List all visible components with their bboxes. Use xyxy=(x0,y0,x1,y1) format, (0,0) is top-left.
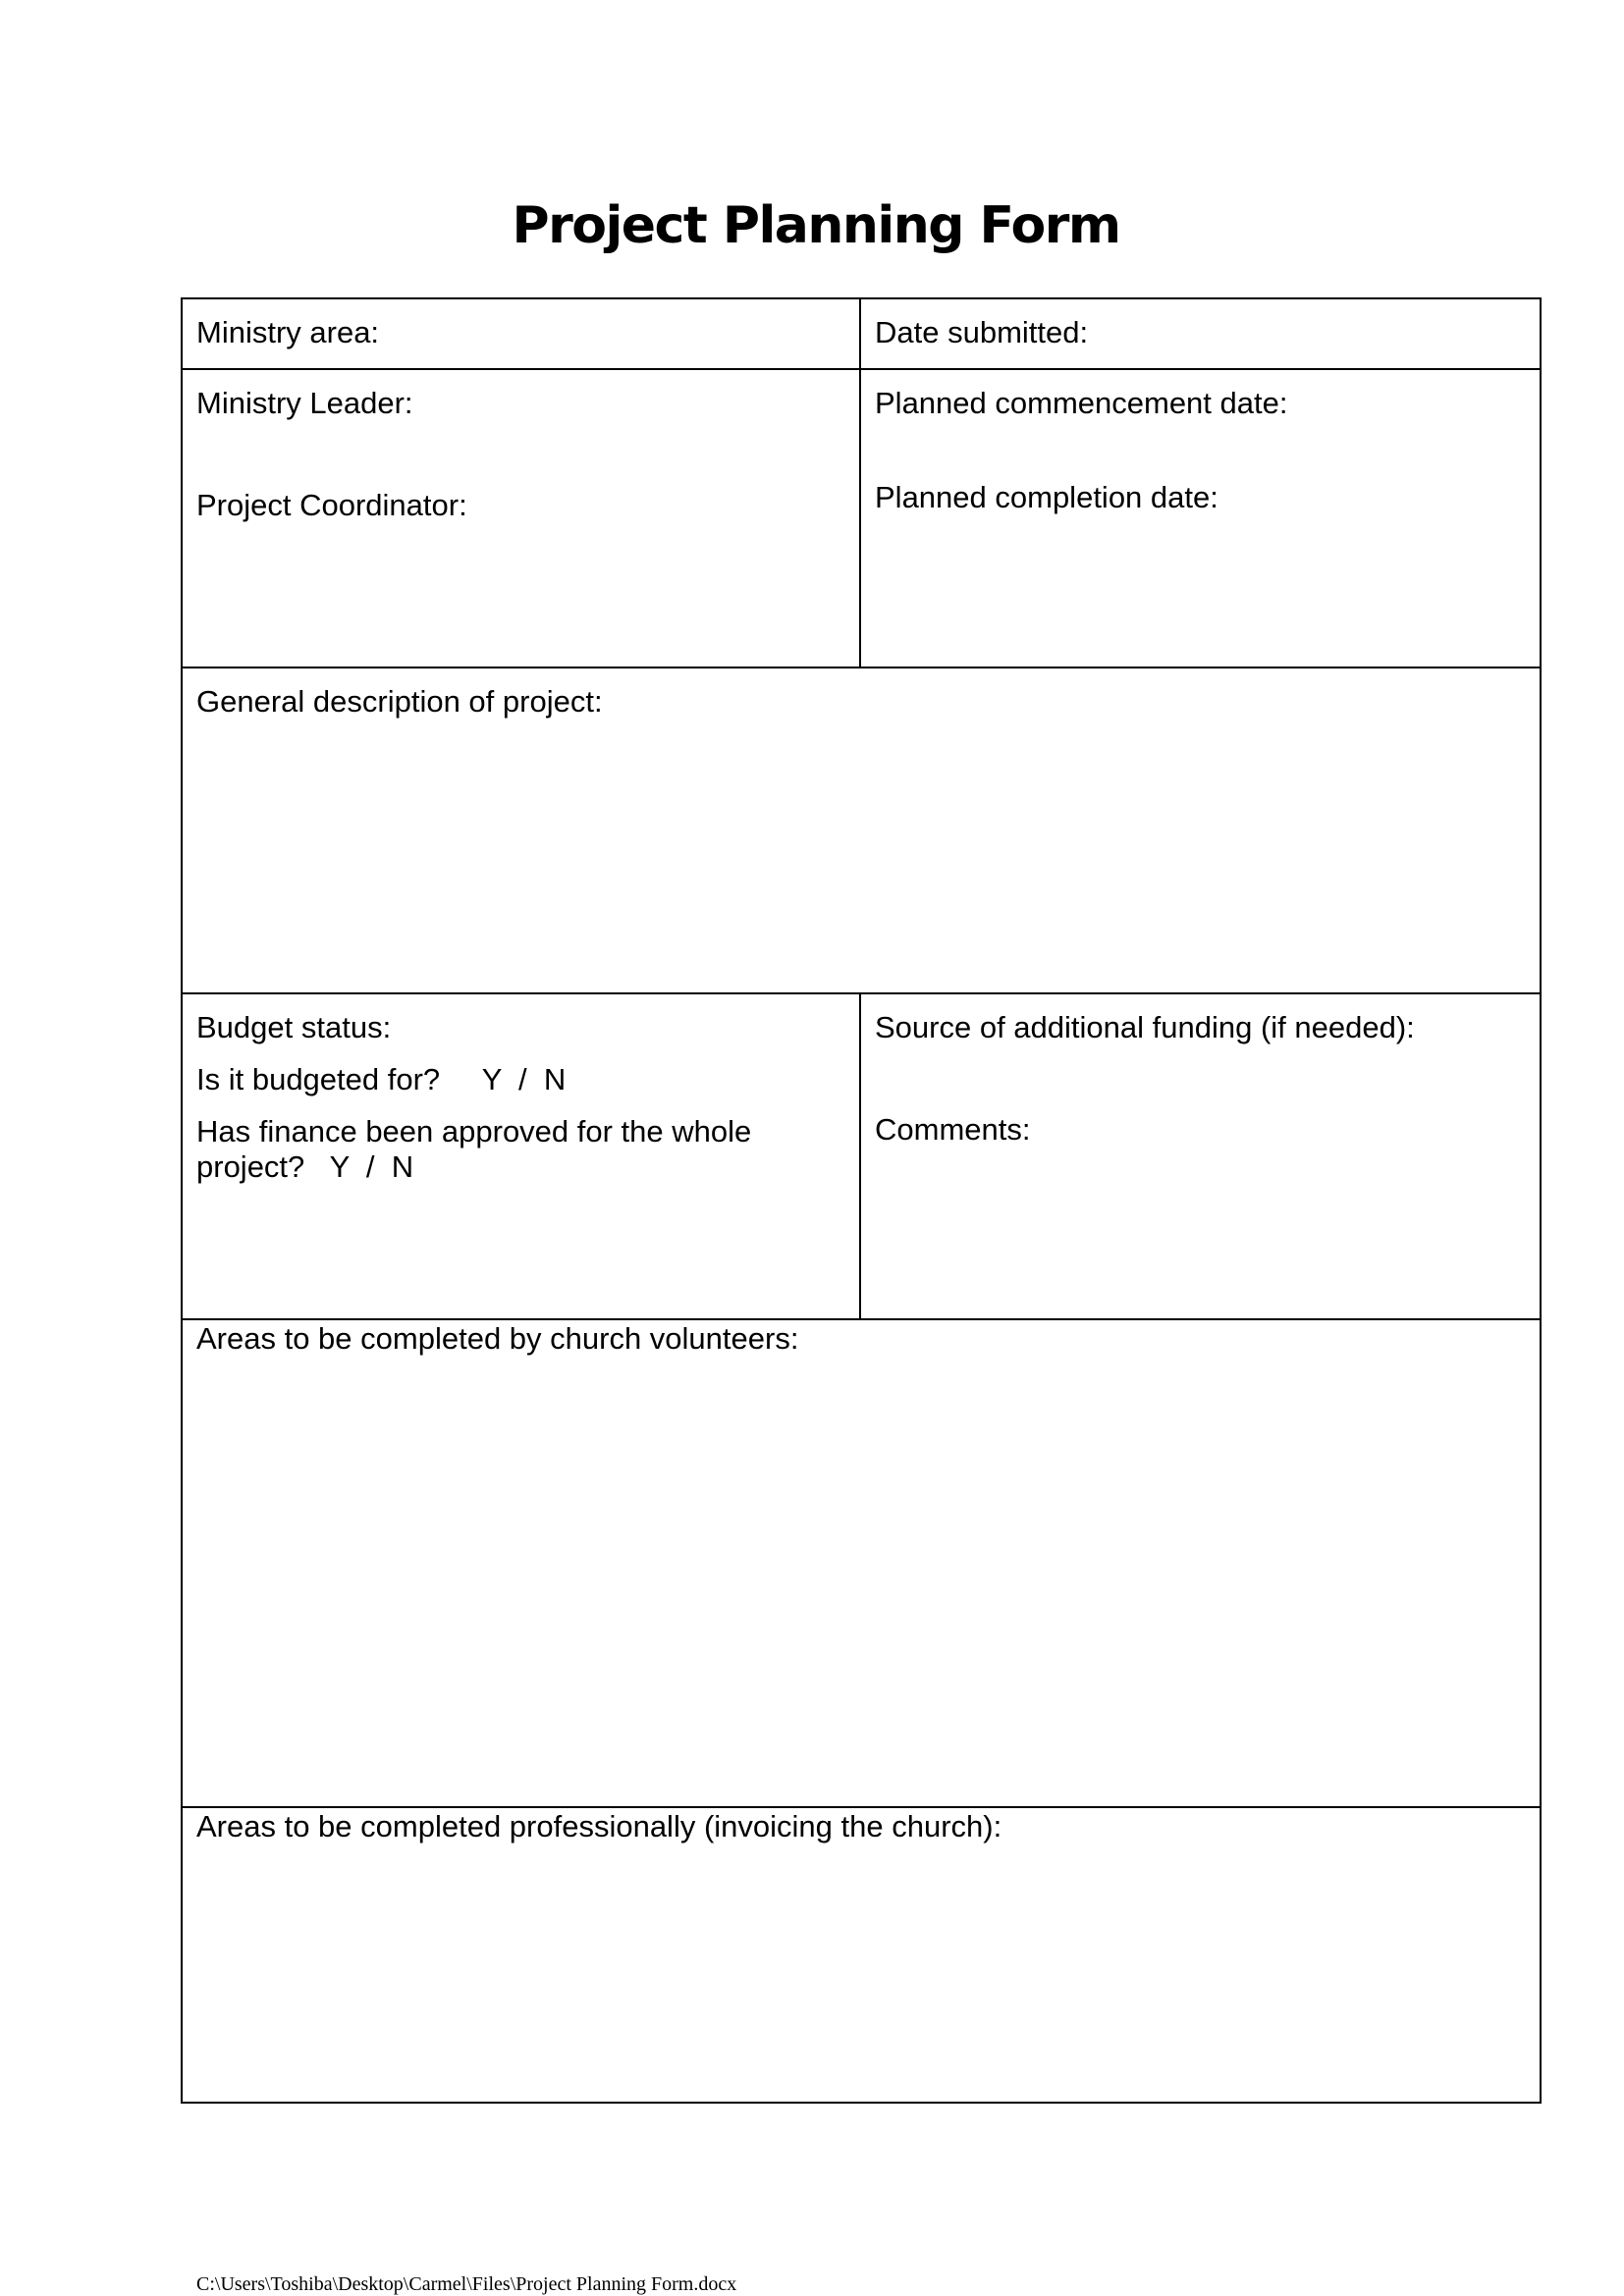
comments-label: Comments: xyxy=(875,1112,1031,1147)
general-description-label: General description of project: xyxy=(196,684,603,719)
budgeted-question-text: Is it budgeted for? xyxy=(196,1062,441,1096)
church-volunteers-label: Areas to be completed by church volunteers: xyxy=(196,1321,799,1356)
finance-approved-text: Has finance been approved for the whole project? xyxy=(196,1114,752,1184)
planned-commencement-label: Planned commencement date: xyxy=(875,386,1288,420)
cell-professional[interactable] xyxy=(183,1808,1540,2102)
cell-description[interactable] xyxy=(183,668,1540,992)
project-planning-table xyxy=(181,297,1542,2104)
row-ministry-area xyxy=(183,299,1540,368)
professional-areas-label: Areas to be completed professionally (invoicing the church): xyxy=(196,1809,1002,1843)
planned-completion-label: Planned completion date: xyxy=(875,480,1218,514)
date-submitted-label: Date submitted: xyxy=(875,315,1089,349)
project-coordinator-label: Project Coordinator: xyxy=(196,488,467,522)
cell-budget-status[interactable] xyxy=(183,994,861,1318)
ministry-leader-label: Ministry Leader: xyxy=(196,386,413,420)
cell-date-submitted[interactable] xyxy=(861,299,1540,368)
page-title: Project Planning Form xyxy=(512,196,1120,255)
budgeted-yn[interactable]: Y / N xyxy=(481,1062,567,1096)
row-professional xyxy=(183,1806,1540,2102)
budgeted-question xyxy=(196,1062,845,1097)
budget-status-label: Budget status: xyxy=(196,1010,392,1044)
cell-ministry-area[interactable] xyxy=(183,299,861,368)
cell-funding-comments[interactable] xyxy=(861,994,1540,1318)
additional-funding-label: Source of additional funding (if needed): xyxy=(875,1010,1415,1044)
finance-approved-question xyxy=(196,1114,825,1185)
row-volunteers xyxy=(183,1318,1540,1806)
cell-dates[interactable] xyxy=(861,370,1540,667)
ministry-area-label: Ministry area: xyxy=(196,315,380,349)
file-path-footer: C:\Users\Toshiba\Desktop\Carmel\Files\Project Planning Form.docx xyxy=(196,2273,737,2295)
row-description xyxy=(183,667,1540,992)
cell-volunteers[interactable] xyxy=(183,1320,1540,1806)
cell-leaders[interactable] xyxy=(183,370,861,667)
row-budget xyxy=(183,992,1540,1318)
row-leaders-dates xyxy=(183,368,1540,667)
finance-approved-yn[interactable]: Y / N xyxy=(329,1149,414,1184)
